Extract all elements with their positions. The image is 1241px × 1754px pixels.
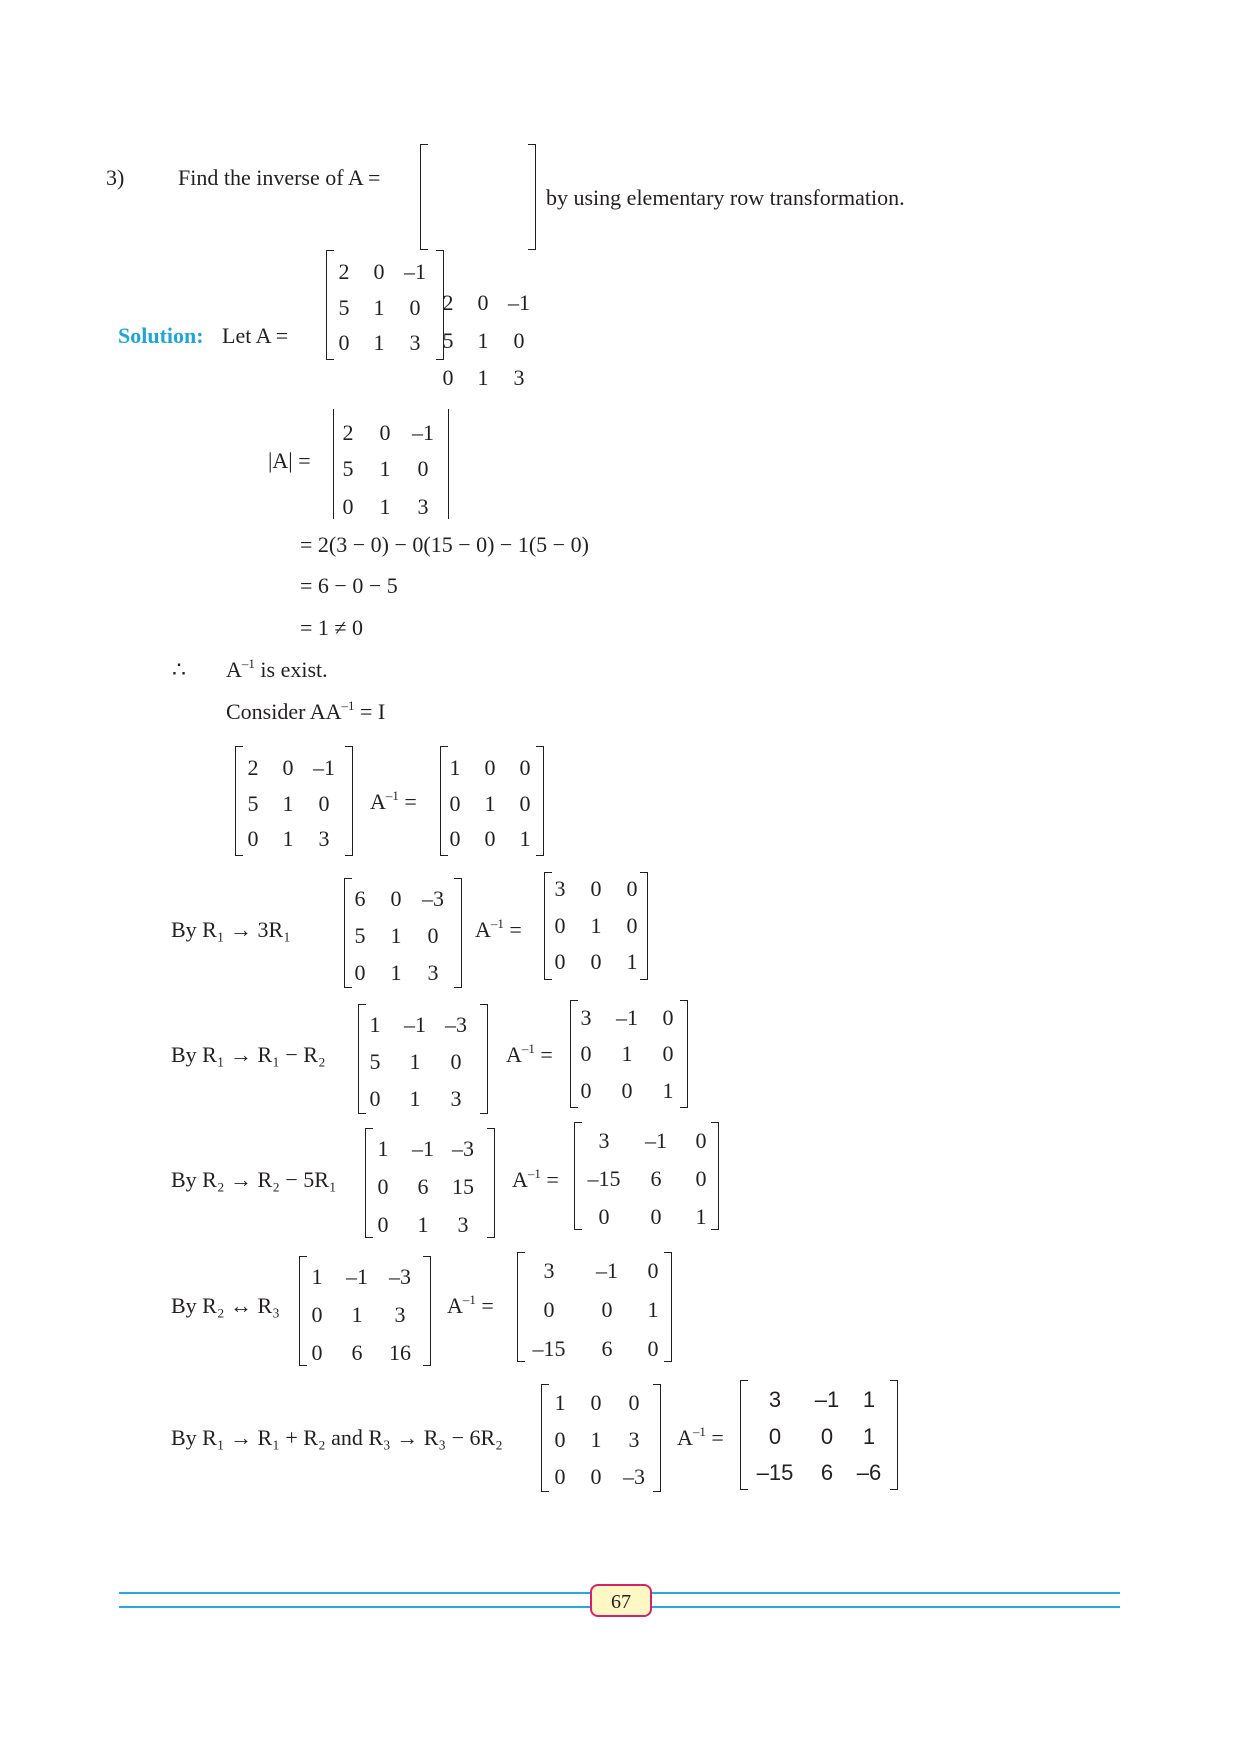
matrix-cell: 0	[647, 1258, 659, 1283]
matrix-cell: 1	[377, 1136, 389, 1161]
matrix-cell: 3	[598, 1128, 610, 1153]
matrix-cell: –1	[645, 1128, 667, 1153]
matrix-cell: 0	[554, 1427, 566, 1452]
matrix-cell: 0	[282, 755, 294, 780]
matrix-cell: –3	[422, 886, 444, 911]
matrix-cell: –1	[596, 1258, 618, 1283]
matrix-cell: 2	[442, 290, 454, 315]
step-5-inv-sup: –1	[692, 1424, 706, 1439]
step-2-left-matrix	[358, 1004, 488, 1114]
initial-inv-sup: –1	[385, 788, 399, 803]
problem-text: Find the inverse of A =	[178, 165, 381, 190]
consider-line	[226, 699, 385, 725]
matrix-cell: 1	[590, 1427, 602, 1452]
matrix-cell: 3	[394, 1302, 406, 1327]
matrix-cell: –15	[756, 1460, 794, 1485]
matrix-cell: 6	[354, 886, 366, 911]
matrix-cell: 6	[650, 1166, 662, 1191]
matrix-cell: 1	[484, 791, 496, 816]
right-bracket	[528, 144, 536, 250]
matrix-cell: 1	[662, 1078, 674, 1103]
matrix-cell: 0	[626, 913, 638, 938]
right-bracket	[446, 409, 449, 519]
problem-number: 3)	[106, 165, 125, 190]
matrix-cell: 3	[427, 960, 439, 985]
matrix-cell: 1	[695, 1204, 707, 1229]
matrix-cell: 1	[626, 949, 638, 974]
matrix-cell: 0	[409, 295, 421, 320]
exists-text: is exist.	[260, 657, 328, 682]
matrix-cell: 6	[417, 1174, 429, 1199]
matrix-cell: 0	[379, 420, 391, 445]
matrix-cell: 5	[369, 1049, 381, 1074]
matrix-cell: 0	[601, 1297, 613, 1322]
step-5-eq: =	[711, 1425, 724, 1450]
exists-line	[226, 657, 328, 683]
matrix-cell: 0	[369, 1086, 381, 1111]
left-bracket	[740, 1380, 748, 1490]
matrix-cell: 0	[662, 1041, 674, 1066]
matrix-cell: 0	[580, 1041, 592, 1066]
matrix-cell: 0	[554, 949, 566, 974]
matrix-cell: 1	[554, 1390, 566, 1415]
step-2-label: By R₁ → R₁ − R₂	[171, 1042, 326, 1067]
consider-inv-sup: –1	[341, 698, 355, 713]
initial-inv-expr	[370, 789, 417, 815]
matrix-cell: 1	[373, 295, 385, 320]
matrix-cell: 0	[354, 960, 366, 985]
step-5-left-matrix	[541, 1384, 661, 1492]
step-4-left-matrix	[299, 1256, 431, 1366]
initial-a-letter: A	[370, 789, 386, 814]
step-3-left-matrix	[365, 1128, 495, 1238]
matrix-cell: 3	[554, 876, 566, 901]
step-1-a-letter: A	[475, 917, 491, 942]
matrix-cell: 16	[389, 1340, 411, 1365]
matrix-cell: 1	[519, 826, 531, 851]
matrix-cell: –1	[404, 1012, 426, 1037]
matrix-cell: 0	[477, 290, 489, 315]
matrix-cell: 0	[598, 1204, 610, 1229]
initial-eq: =	[404, 789, 417, 814]
matrix-cell: 0	[373, 259, 385, 284]
step-3-right-matrix	[574, 1122, 719, 1230]
matrix-cell: 0	[554, 913, 566, 938]
matrix-cell: 3	[513, 365, 525, 390]
problem-text-suffix: by using elementary row transformation.	[546, 185, 905, 210]
matrix-cell: 0	[427, 923, 439, 948]
step-3-eq: =	[546, 1167, 559, 1192]
matrix-cell: 0	[626, 876, 638, 901]
matrix-cell: –1	[313, 755, 335, 780]
step-4-right-matrix	[517, 1252, 672, 1362]
matrix-cell: 0	[628, 1390, 640, 1415]
step-2-right-matrix	[570, 1000, 688, 1108]
matrix-cell: 1	[311, 1264, 323, 1289]
matrix-cell: 1	[621, 1041, 633, 1066]
matrix-cell: 5	[442, 328, 454, 353]
right-bracket	[480, 1004, 488, 1114]
right-bracket	[487, 1128, 495, 1238]
step-4-a-letter: A	[447, 1293, 463, 1318]
matrix-cell: 0	[590, 1390, 602, 1415]
matrix-cell: 6	[820, 1460, 834, 1485]
matrix-cell: 3	[318, 826, 330, 851]
det-matrix	[333, 409, 449, 519]
matrix-cell: 3	[768, 1387, 782, 1412]
therefore-symbol: ∴	[172, 657, 186, 682]
exists-a-letter: A	[226, 657, 242, 682]
matrix-cell: 1	[390, 923, 402, 948]
step-2-eq: =	[540, 1042, 553, 1067]
matrix-cell: –3	[445, 1012, 467, 1037]
matrix-cell: 15	[452, 1174, 474, 1199]
matrix-cell: 0	[820, 1424, 834, 1449]
problem-matrix	[420, 144, 536, 390]
matrix-cell: 1	[477, 328, 489, 353]
matrix-cell: –3	[623, 1464, 645, 1489]
matrix-cell: 0	[377, 1212, 389, 1237]
step-3-a-letter: A	[512, 1167, 528, 1192]
step-1-label: By R₁ → 3R₁	[171, 917, 291, 942]
matrix-cell: 1	[282, 791, 294, 816]
matrix-cell: –1	[508, 290, 530, 315]
matrix-cell: 0	[377, 1174, 389, 1199]
matrix-cell: 0	[342, 494, 354, 519]
matrix-cell: 0	[590, 949, 602, 974]
matrix-cell: 3	[457, 1212, 469, 1237]
step-5-label: By R₁ → R₁ + R₂ and R₃ → R₃ − 6R₂	[171, 1425, 503, 1450]
exists-inv-sup: –1	[241, 656, 255, 671]
det-step-2: = 6 − 0 − 5	[300, 573, 398, 598]
matrix-cell: –1	[404, 259, 426, 284]
matrix-cell: 0	[650, 1204, 662, 1229]
initial-left-matrix	[235, 746, 353, 856]
let-a-text: Let A =	[222, 323, 289, 348]
matrix-cell: 0	[484, 826, 496, 851]
matrix-cell: 3	[628, 1427, 640, 1452]
matrix-cell: 0	[390, 886, 402, 911]
matrix-cell: 3	[417, 494, 429, 519]
matrix-cell: –15	[587, 1166, 621, 1191]
matrix-cell: –15	[532, 1336, 566, 1361]
step-3-inv-expr	[512, 1167, 559, 1193]
matrix-cell: 2	[247, 755, 259, 780]
matrix-a	[326, 250, 444, 360]
matrix-cell: 0	[442, 365, 454, 390]
matrix-cell: 5	[354, 923, 366, 948]
matrix-cell: 3	[409, 330, 421, 355]
matrix-cell: 0	[695, 1166, 707, 1191]
matrix-cell: 0	[484, 755, 496, 780]
matrix-cell: 2	[338, 259, 350, 284]
matrix-cell: 1	[379, 456, 391, 481]
matrix-cell: 0	[318, 791, 330, 816]
matrix-cell: 0	[662, 1005, 674, 1030]
matrix-cell: 0	[621, 1078, 633, 1103]
det-step-3: = 1 ≠ 0	[300, 615, 363, 640]
matrix-cell: 0	[311, 1340, 323, 1365]
matrix-cell: 6	[601, 1336, 613, 1361]
matrix-cell: 0	[647, 1336, 659, 1361]
step-4-inv-sup: –1	[462, 1292, 476, 1307]
initial-right-matrix	[440, 746, 544, 856]
step-4-inv-expr	[447, 1293, 494, 1319]
matrix-cell: 1	[647, 1297, 659, 1322]
matrix-cell: 1	[477, 365, 489, 390]
det-step-1: = 2(3 − 0) − 0(15 − 0) − 1(5 − 0)	[300, 532, 589, 557]
matrix-cell: 1	[449, 755, 461, 780]
step-5-inv-expr	[677, 1425, 724, 1451]
step-2-a-letter: A	[506, 1042, 522, 1067]
det-label: |A| =	[268, 448, 311, 473]
solution-label: Solution:	[118, 323, 204, 348]
step-1-inv-sup: –1	[490, 916, 504, 931]
matrix-cell: 5	[247, 791, 259, 816]
matrix-cell: 0	[768, 1424, 782, 1449]
matrix-cell: 0	[449, 826, 461, 851]
step-2-inv-expr	[506, 1042, 553, 1068]
matrix-cell: 0	[247, 826, 259, 851]
matrix-cell: 0	[338, 330, 350, 355]
matrix-cell: 0	[590, 876, 602, 901]
step-4-label: By R₂ ↔ R₃	[171, 1293, 280, 1318]
matrix-cell: 1	[862, 1387, 876, 1412]
matrix-cell: 0	[695, 1128, 707, 1153]
matrix-cell: 1	[282, 826, 294, 851]
step-5-a-letter: A	[677, 1425, 693, 1450]
matrix-cell: 0	[554, 1464, 566, 1489]
step-3-inv-sup: –1	[527, 1166, 541, 1181]
matrix-cell: 0	[311, 1302, 323, 1327]
matrix-cell: 3	[543, 1258, 555, 1283]
matrix-cell: 1	[379, 494, 391, 519]
matrix-cell: 0	[513, 328, 525, 353]
matrix-cell: –1	[412, 1136, 434, 1161]
step-1-right-matrix	[544, 872, 648, 980]
matrix-cell: 0	[580, 1078, 592, 1103]
consider-text: Consider AA	[226, 699, 342, 724]
matrix-cell: 0	[449, 791, 461, 816]
matrix-cell: 1	[409, 1086, 421, 1111]
matrix-cell: 0	[519, 755, 531, 780]
step-5-right-matrix	[740, 1380, 898, 1490]
left-bracket	[517, 1252, 525, 1362]
matrix-cell: 5	[342, 456, 354, 481]
matrix-cell: –3	[452, 1136, 474, 1161]
step-2-inv-sup: –1	[521, 1041, 535, 1056]
page-number: 67	[590, 1584, 652, 1617]
matrix-cell: 1	[417, 1212, 429, 1237]
right-bracket	[423, 1256, 431, 1366]
step-4-eq: =	[481, 1293, 494, 1318]
matrix-cell: 1	[373, 330, 385, 355]
matrix-cell: 1	[390, 960, 402, 985]
matrix-cell: 0	[519, 791, 531, 816]
step-1-left-matrix	[344, 878, 462, 988]
matrix-cell: –1	[814, 1387, 840, 1412]
matrix-cell: 1	[369, 1012, 381, 1037]
step-1-eq: =	[509, 917, 522, 942]
matrix-cell: –1	[346, 1264, 368, 1289]
matrix-cell: 1	[590, 913, 602, 938]
left-bracket	[420, 144, 428, 250]
matrix-cell: 6	[351, 1340, 363, 1365]
matrix-cell: –6	[856, 1460, 882, 1485]
matrix-cell: 3	[580, 1005, 592, 1030]
matrix-cell: 1	[409, 1049, 421, 1074]
matrix-cell: 2	[342, 420, 354, 445]
matrix-cell: 3	[450, 1086, 462, 1111]
matrix-cell: 5	[338, 295, 350, 320]
matrix-cell: 0	[450, 1049, 462, 1074]
matrix-cell: –1	[616, 1005, 638, 1030]
matrix-cell: 0	[590, 1464, 602, 1489]
matrix-cell: 0	[417, 456, 429, 481]
matrix-cell: 1	[862, 1424, 876, 1449]
step-1-inv-expr	[475, 917, 522, 943]
matrix-cell: –3	[389, 1264, 411, 1289]
matrix-cell: 0	[543, 1297, 555, 1322]
matrix-cell: 1	[351, 1302, 363, 1327]
matrix-cell: –1	[412, 420, 434, 445]
step-3-label: By R₂ → R₂ − 5R₁	[171, 1167, 337, 1192]
consider-tail: = I	[360, 699, 386, 724]
